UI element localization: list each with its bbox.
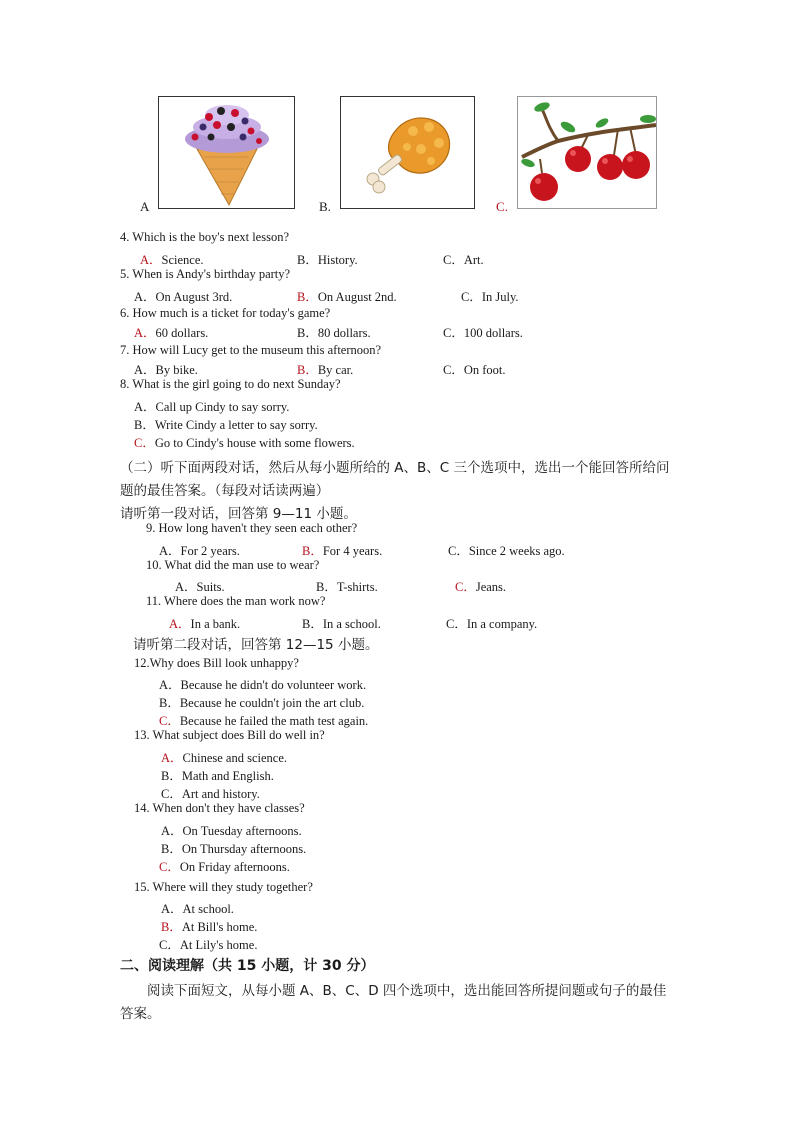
option-text: Because he failed the math test again. [179, 714, 369, 728]
q10-option-a[interactable] [175, 577, 225, 595]
option-key: A． [140, 253, 162, 267]
question-13: 13. What subject does Bill do well in? [134, 728, 325, 742]
option-key: C． [134, 436, 155, 450]
reading-section-title: 二、阅读理解（共 15 小题，计 30 分） [120, 958, 375, 974]
q15-option-a[interactable] [161, 899, 234, 917]
option-key: A． [134, 326, 156, 340]
q8-option-a[interactable] [134, 397, 289, 415]
q14-option-a[interactable] [161, 821, 302, 839]
option-text: In a school. [322, 617, 381, 631]
q13-option-a[interactable] [161, 748, 287, 766]
option-key: C． [455, 580, 476, 594]
q6-option-b[interactable] [297, 323, 371, 341]
option-text: For 2 years. [180, 544, 240, 558]
option-key: A． [134, 400, 156, 414]
q13-option-c[interactable] [161, 784, 260, 802]
ice-cream-icon [159, 97, 294, 208]
apple-tree-branch-icon [518, 97, 656, 208]
option-key: C． [443, 326, 464, 340]
option-key: C． [159, 860, 180, 874]
q9-option-a[interactable] [159, 541, 240, 559]
q6-option-a[interactable] [134, 323, 208, 341]
option-key: C． [446, 617, 467, 631]
option-key: B． [297, 290, 318, 304]
reading-instruction-line-2: 答案。 [120, 1006, 161, 1022]
question-5: 5. When is Andy's birthday party? [120, 267, 291, 281]
dialog-2-heading: 请听第二段对话，回答第 12—15 小题。 [133, 637, 379, 653]
option-text: History. [317, 253, 358, 267]
q6-option-c[interactable] [443, 323, 523, 341]
option-key: B． [297, 363, 318, 377]
option-text: For 4 years. [322, 544, 383, 558]
question-14: 14. When don't they have classes? [134, 801, 305, 815]
question-15: 15. Where will they study together? [134, 880, 313, 894]
section-2-instruction-line-2: 题的最佳答案。（每段对话读两遍） [120, 483, 330, 499]
q9-option-b[interactable] [302, 541, 382, 559]
option-key: B． [302, 544, 323, 558]
question-12: 12.Why does Bill look unhappy? [134, 656, 299, 670]
q7-option-c[interactable] [443, 360, 506, 378]
option-key: C． [448, 544, 469, 558]
option-text: On August 2nd. [317, 290, 397, 304]
option-text: Science. [161, 253, 204, 267]
option-key: A． [161, 902, 183, 916]
option-key: B． [161, 920, 182, 934]
option-text: T-shirts. [336, 580, 378, 594]
q4-option-b[interactable] [297, 250, 358, 268]
q14-option-b[interactable] [161, 839, 306, 857]
option-text: On Friday afternoons. [179, 860, 290, 874]
q10-option-c[interactable] [455, 577, 506, 595]
question-4: 4. Which is the boy's next lesson? [120, 230, 290, 244]
option-key: B． [159, 696, 180, 710]
fried-chicken-drumstick-icon [341, 97, 474, 208]
option-key: C． [159, 938, 180, 952]
option-text: Since 2 weeks ago. [468, 544, 565, 558]
option-text: 100 dollars. [463, 326, 523, 340]
option-text: On August 3rd. [155, 290, 233, 304]
option-key: A． [159, 678, 181, 692]
option-key: B． [297, 326, 318, 340]
reading-instruction-line-1: 阅读下面短文，从每小题 A、B、C、D 四个选项中，选出能回答所提问题或句子的最佳 [147, 983, 667, 999]
picture-b-label[interactable]: B. [319, 199, 331, 214]
dialog-1-heading: 请听第一段对话，回答第 9—11 小题。 [120, 506, 357, 522]
option-key: B． [297, 253, 318, 267]
option-key: A． [134, 290, 156, 304]
question-7: 7. How will Lucy get to the museum this afternoon? [120, 343, 382, 357]
option-text: By car. [317, 363, 354, 377]
q11-option-c[interactable] [446, 614, 537, 632]
option-text: Jeans. [475, 580, 507, 594]
question-6: 6. How much is a ticket for today's game? [120, 306, 331, 320]
option-key: A． [161, 751, 183, 765]
q14-option-c[interactable] [159, 857, 290, 875]
option-key: B． [161, 842, 182, 856]
section-2-instruction-line-1: （二）听下面两段对话，然后从每小题所给的 A、B、C 三个选项中，选出一个能回答所给问 [120, 460, 670, 476]
q9-option-c[interactable] [448, 541, 565, 559]
option-key: C． [443, 253, 464, 267]
picture-b-frame [340, 96, 475, 209]
q13-option-b[interactable] [161, 766, 274, 784]
q10-option-b[interactable] [316, 577, 378, 595]
option-text: Call up Cindy to say sorry. [155, 400, 290, 414]
question-11: 11. Where does the man work now? [146, 594, 326, 608]
option-key: A． [161, 824, 183, 838]
option-text: 60 dollars. [155, 326, 209, 340]
q12-option-a[interactable] [159, 675, 366, 693]
q7-option-b[interactable] [297, 360, 353, 378]
option-text: At school. [182, 902, 234, 916]
option-key: C． [443, 363, 464, 377]
option-text: Because he couldn't join the art club. [179, 696, 365, 710]
question-8: 8. What is the girl going to do next Sunday? [120, 377, 341, 391]
q4-option-c[interactable] [443, 250, 484, 268]
q11-option-a[interactable] [169, 614, 240, 632]
q5-option-a[interactable] [134, 287, 232, 305]
option-text: On Tuesday afternoons. [182, 824, 302, 838]
option-key: B． [302, 617, 323, 631]
option-text: Suits. [196, 580, 225, 594]
option-key: B． [134, 418, 155, 432]
option-text: On Thursday afternoons. [181, 842, 307, 856]
option-key: B． [316, 580, 337, 594]
option-text: At Lily's home. [179, 938, 258, 952]
q12-option-c[interactable] [159, 711, 368, 729]
q7-option-a[interactable] [134, 360, 198, 378]
q8-option-b[interactable] [134, 415, 318, 433]
option-key: A． [175, 580, 197, 594]
q11-option-b[interactable] [302, 614, 381, 632]
option-key: A． [169, 617, 191, 631]
question-10: 10. What did the man use to wear? [146, 558, 320, 572]
question-9: 9. How long haven't they seen each other? [146, 521, 358, 535]
option-text: In a company. [466, 617, 538, 631]
option-text: 80 dollars. [317, 326, 371, 340]
q12-option-b[interactable] [159, 693, 364, 711]
option-text: Art and history. [181, 787, 260, 801]
option-key: A． [159, 544, 181, 558]
option-key: B． [161, 769, 182, 783]
q5-option-c[interactable] [461, 287, 519, 305]
option-text: At Bill's home. [181, 920, 258, 934]
q5-option-b[interactable] [297, 287, 397, 305]
picture-c-label[interactable]: C. [496, 199, 508, 214]
q15-option-b[interactable] [161, 917, 257, 935]
q4-option-a[interactable] [140, 250, 204, 268]
picture-a-label[interactable]: A [140, 199, 150, 214]
option-text: Art. [463, 253, 484, 267]
option-text: By bike. [155, 363, 198, 377]
option-key: C． [159, 714, 180, 728]
option-text: In a bank. [190, 617, 241, 631]
option-text: Because he didn't do volunteer work. [180, 678, 367, 692]
picture-c-frame [517, 96, 657, 209]
option-text: On foot. [463, 363, 506, 377]
option-text: Chinese and science. [182, 751, 288, 765]
option-key: C． [161, 787, 182, 801]
option-text: Go to Cindy's house with some flowers. [154, 436, 355, 450]
option-text: In July. [481, 290, 519, 304]
option-text: Write Cindy a letter to say sorry. [154, 418, 318, 432]
option-text: Math and English. [181, 769, 274, 783]
option-key: A． [134, 363, 156, 377]
q15-option-c[interactable] [159, 935, 257, 953]
picture-a-frame [158, 96, 295, 209]
q8-option-c[interactable] [134, 433, 355, 451]
option-key: C． [461, 290, 482, 304]
